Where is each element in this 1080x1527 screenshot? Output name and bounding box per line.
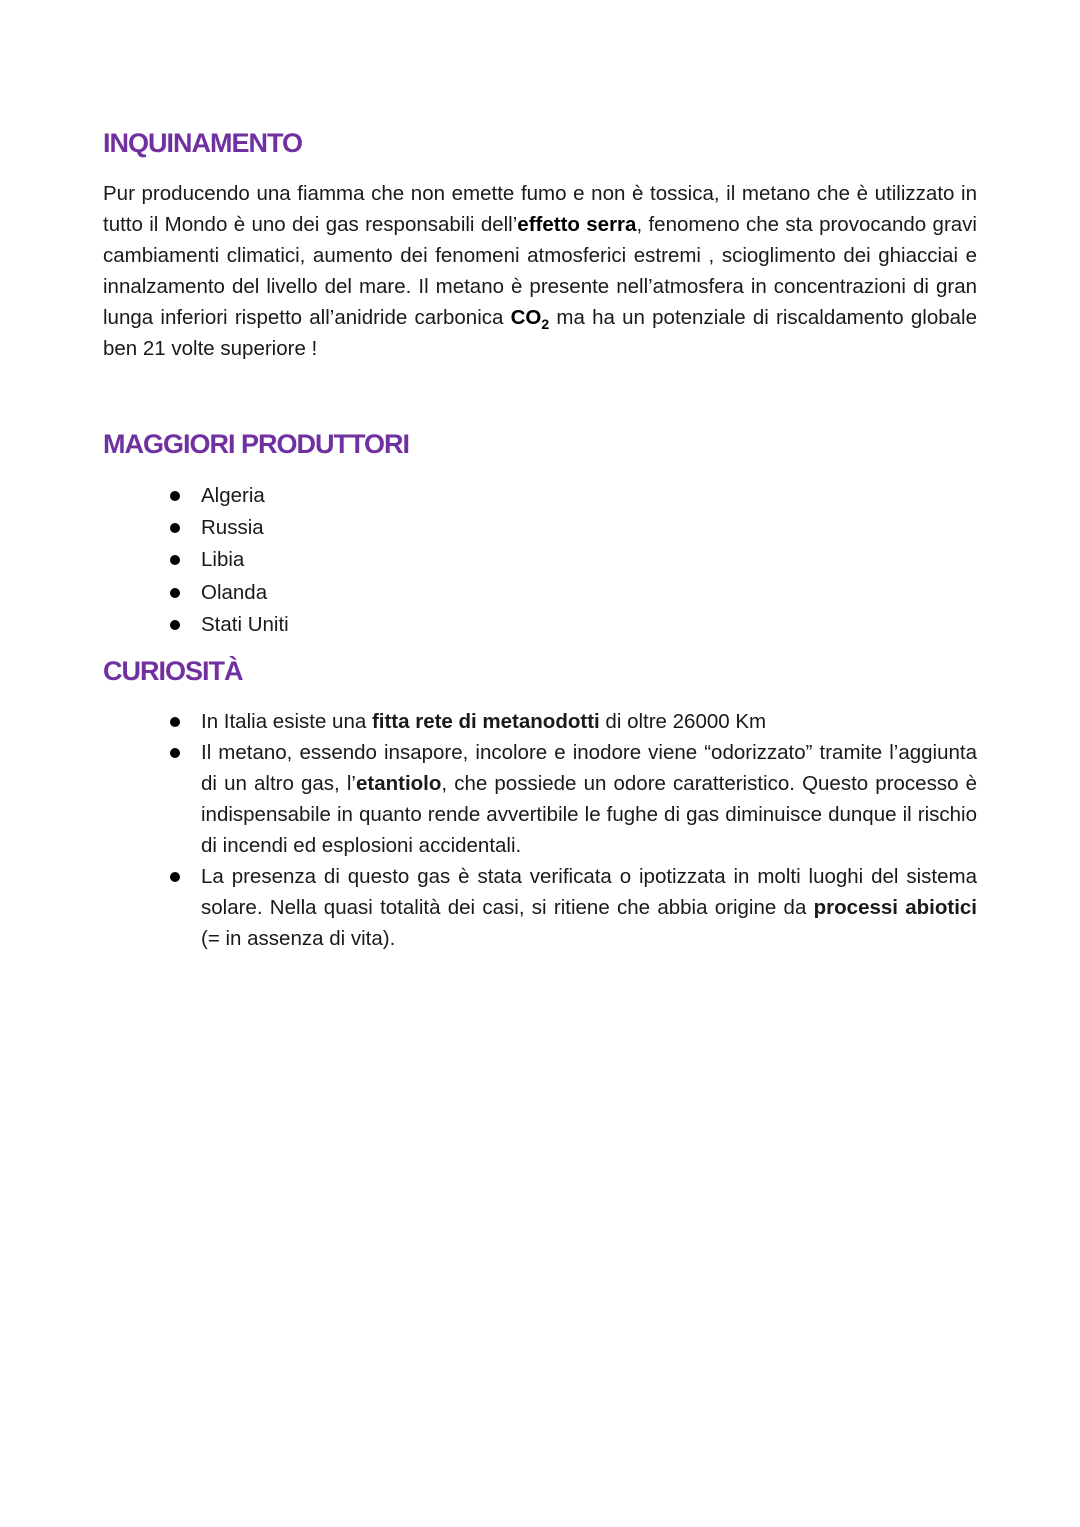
bullet-icon	[170, 872, 180, 882]
document-page: INQUINAMENTO Pur producendo una fiamma che non emette fumo e non è tossica, il metano che è utilizzato in tutto il Mondo è uno dei gas responsabili dell’effetto serra, fenomeno che sta provocando gravi cambiamenti climatici, aumento dei fenomeni atmosferici estremi , scioglimento dei ghiacciai e innalzamento del livello del mare. Il metano è presente nell’atmosfera in concentrazioni di gran lunga inferiori rispetto all’anidride carbonica $CO_2$ ma ha un potenziale di riscaldamento globale ben 21 volte superiore ! MAGGIORI PRODUTTORI Algeria Russia Libia Olanda Stati Uniti CURIOSITÀ In Italia esiste una fitta rete di metanodotti di oltre 26000 Km Il metano, essendo insapore, incolore e inodore viene “odorizzato” tramite l’aggiunta di un altro gas, l’etantiolo, che possiede un odore caratteristico. Questo processo è indispensabile in quanto rende avvertibile le fughe di gas diminuisce dunque il rischio di incendi ed esplosioni accidentali. La presenza di questo gas è stata verificata o ipotizzata in molti luoghi del sistema solare. Nella quasi totalità dei casi, si ritiene che abbia origine da processi abiotici (= in assenza di vita).	[0, 0, 1080, 1527]
paragraph-text-1: Pur producendo una fiamma che non emette fumo e non è tossica, il metano che è utilizzato in tutto il Mondo è uno dei gas responsabili dell’	[103, 182, 977, 236]
bold-metanodotti: fitta rete di metanodotti	[371, 710, 600, 733]
bullet-icon	[170, 523, 180, 533]
paragraph-text-2: , fenomeno che sta provocando gravi cambiamenti climatici, aumento dei fenomeni atmosferici estremi , scioglimento dei ghiacciai e innalzamento del livello del mare. Il metano è presente nell’atmosfera in concentrazioni di gran lunga inferiori rispetto all’anidride carbonica	[103, 213, 977, 329]
bullet-icon	[170, 491, 180, 501]
bullet-icon	[170, 620, 180, 630]
bullet-icon	[170, 555, 180, 565]
section-title-curiosita: CURIOSITÀ	[103, 656, 243, 686]
paragraph-text-3: ma ha un potenziale di riscaldamento globale ben 21 volte superiore !	[103, 306, 977, 360]
bold-processi-abiotici: processi abiotici	[813, 896, 977, 919]
list-item: Il metano, essendo insapore, incolore e inodore viene “odorizzato” tramite l’aggiunta di un altro gas, l’etantiolo, che possiede un odore caratteristico. Questo processo è indispensabile in quanto rende avvertibile le fughe di gas diminuisce dunque il rischio di incendi ed esplosioni accidentali.	[0, 737, 977, 861]
bullet-icon	[170, 588, 180, 598]
section-title-inquinamento: INQUINAMENTO	[103, 128, 303, 158]
list-item: La presenza di questo gas è stata verificata o ipotizzata in molti luoghi del sistema solare. Nella quasi totalità dei casi, si ritiene che abbia origine da processi abiotici (= in assenza di vita).	[0, 861, 977, 954]
bold-effetto-serra: effetto serra	[517, 213, 637, 236]
bullet-icon	[170, 717, 180, 727]
section-title-produttori: MAGGIORI PRODUTTORI	[103, 429, 410, 459]
curiosita-list	[0, 706, 977, 954]
list-item: In Italia esiste una fitta rete di metanodotti di oltre 26000 Km	[0, 706, 977, 737]
bullet-icon	[170, 748, 180, 758]
bold-co2: $CO_2$	[510, 306, 550, 333]
subscript-2: 2	[541, 316, 550, 333]
paragraph-inquinamento	[103, 178, 977, 364]
bold-etantiolo: etantiolo	[355, 772, 442, 795]
